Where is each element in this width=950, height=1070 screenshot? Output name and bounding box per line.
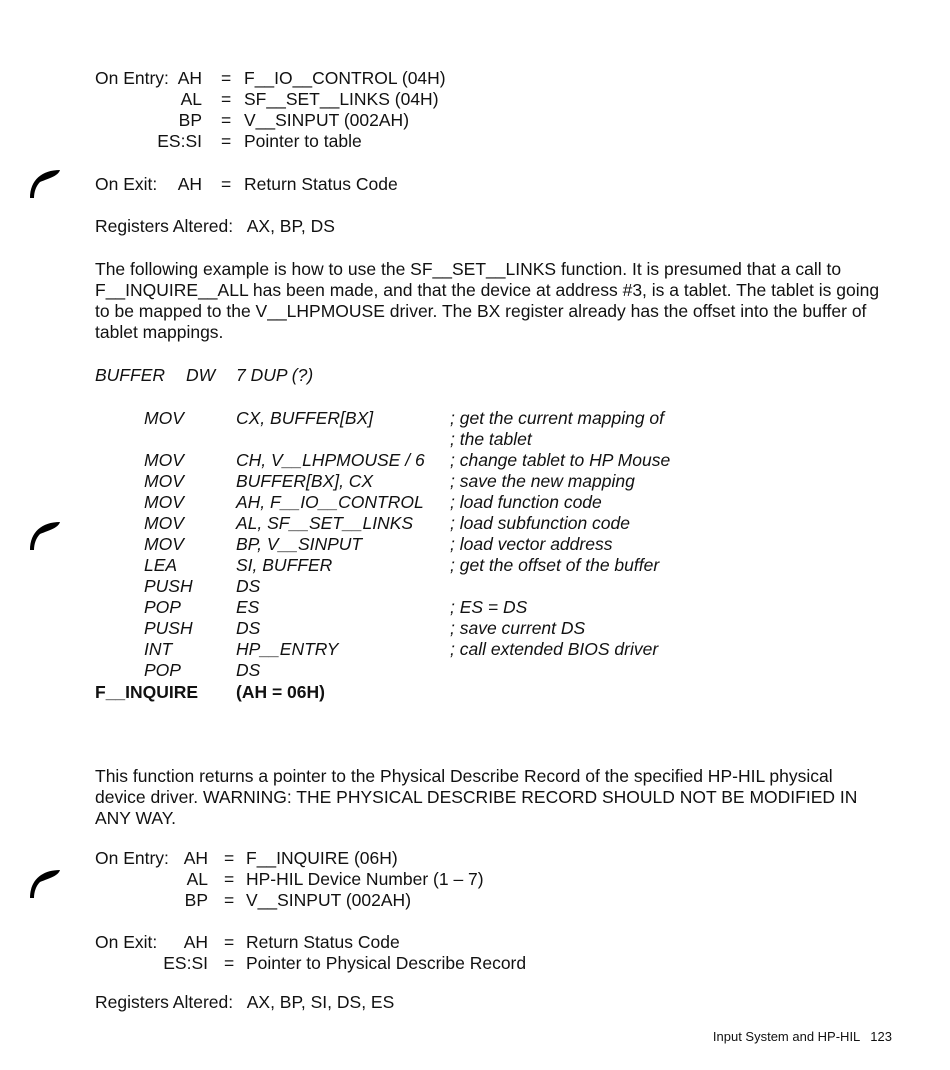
registers-altered: Registers Altered: AX, BP, SI, DS, ES bbox=[95, 992, 395, 1012]
code-opcode: MOV bbox=[144, 471, 184, 491]
code-opcode: MOV bbox=[144, 534, 184, 554]
code-opcode: PUSH bbox=[144, 618, 193, 638]
equals-sign: = bbox=[224, 953, 235, 973]
register-name: ES:SI bbox=[163, 953, 208, 973]
code-operand: SI, BUFFER bbox=[236, 555, 333, 575]
page-footer bbox=[713, 1029, 892, 1044]
registers-altered: Registers Altered: AX, BP, DS bbox=[95, 216, 335, 236]
code-opcode: POP bbox=[144, 660, 181, 680]
equals-sign: = bbox=[221, 174, 232, 194]
code-comment: ; get the offset of the buffer bbox=[450, 555, 660, 575]
code-operand: DS bbox=[236, 576, 261, 596]
register-name: AH bbox=[177, 174, 202, 194]
code-comment: ; call extended BIOS driver bbox=[450, 639, 659, 659]
code-opcode: PUSH bbox=[144, 576, 193, 596]
register-value: F__IO__CONTROL (04H) bbox=[244, 68, 446, 88]
binder-mark-1 bbox=[28, 168, 62, 198]
binder-mark-2 bbox=[28, 520, 62, 550]
example-paragraph: The following example is how to use the SF__SET__LINKS function. It is presumed that a call to F__INQUIRE__ALL has been made, and that the device at address #3, is a tablet. The tablet is going to be mapped to the V__LHPMOUSE driver. The BX register already has the offset into the buffer of tablet mappings. bbox=[95, 259, 880, 342]
equals-sign: = bbox=[224, 848, 235, 868]
code-opcode: LEA bbox=[144, 555, 178, 575]
equals-sign: = bbox=[221, 131, 232, 151]
register-value: SF__SET__LINKS (04H) bbox=[244, 89, 439, 109]
code-opcode: MOV bbox=[144, 450, 184, 470]
code-operand: AH, F__IO__CONTROL bbox=[236, 492, 424, 512]
code-comment: ; the tablet bbox=[450, 429, 532, 449]
register-value: Return Status Code bbox=[244, 174, 398, 194]
register-name: AL bbox=[186, 869, 208, 889]
register-value: V__SINPUT (002AH) bbox=[244, 110, 410, 130]
register-name: ES:SI bbox=[157, 131, 202, 151]
code-operand: AL, SF__SET__LINKS bbox=[236, 513, 414, 533]
register-value: Return Status Code bbox=[246, 932, 400, 952]
register-name: AH bbox=[183, 932, 208, 952]
buffer-argument: 7 DUP (?) bbox=[236, 365, 314, 385]
code-opcode: MOV bbox=[144, 513, 184, 533]
footer-title: Input System and HP-HIL bbox=[712, 1029, 861, 1044]
register-name: AH bbox=[183, 848, 208, 868]
register-value: F__INQUIRE (06H) bbox=[246, 848, 398, 868]
equals-sign: = bbox=[224, 869, 235, 889]
on-entry-label: On Entry: bbox=[95, 68, 169, 88]
code-operand: HP__ENTRY bbox=[236, 639, 339, 659]
page-number: 123 bbox=[870, 1029, 892, 1044]
register-value: HP-HIL Device Number (1 – 7) bbox=[246, 869, 484, 889]
code-comment: ; get the current mapping of bbox=[450, 408, 665, 428]
binder-mark-3 bbox=[28, 868, 62, 898]
register-name: BP bbox=[178, 110, 202, 130]
section-code: (AH = 06H) bbox=[236, 682, 325, 702]
code-comment: ; change tablet to HP Mouse bbox=[450, 450, 671, 470]
buffer-directive: DW bbox=[186, 365, 216, 385]
register-name: AL bbox=[180, 89, 202, 109]
code-operand: CH, V__LHPMOUSE / 6 bbox=[236, 450, 425, 470]
equals-sign: = bbox=[221, 68, 232, 88]
code-opcode: MOV bbox=[144, 492, 184, 512]
equals-sign: = bbox=[224, 932, 235, 952]
on-exit-label: On Exit: bbox=[95, 932, 158, 952]
on-exit-label: On Exit: bbox=[95, 174, 158, 194]
equals-sign: = bbox=[224, 890, 235, 910]
code-comment: ; load subfunction code bbox=[450, 513, 630, 533]
code-operand: ES bbox=[236, 597, 260, 617]
on-entry-label: On Entry: bbox=[95, 848, 169, 868]
register-value: Pointer to table bbox=[244, 131, 362, 151]
code-comment: ; ES = DS bbox=[450, 597, 528, 617]
equals-sign: = bbox=[221, 110, 232, 130]
register-name: AH bbox=[177, 68, 202, 88]
code-opcode: POP bbox=[144, 597, 181, 617]
code-comment: ; save the new mapping bbox=[450, 471, 635, 491]
code-comment: ; load function code bbox=[450, 492, 602, 512]
code-opcode: INT bbox=[144, 639, 173, 659]
code-comment: ; save current DS bbox=[450, 618, 586, 638]
section-name: F__INQUIRE bbox=[95, 682, 199, 702]
code-opcode: MOV bbox=[144, 408, 184, 428]
buffer-name: BUFFER bbox=[95, 365, 165, 385]
code-operand: BP, V__SINPUT bbox=[236, 534, 363, 554]
inquire-paragraph: This function returns a pointer to the Physical Describe Record of the specified HP-HIL physical device driver. WARNING: THE PHYSICAL DESCRIBE RECORD SHOULD NOT BE MODIFIED IN ANY WAY. bbox=[95, 766, 858, 828]
equals-sign: = bbox=[221, 89, 232, 109]
register-value: Pointer to Physical Describe Record bbox=[246, 953, 527, 973]
register-value: V__SINPUT (002AH) bbox=[246, 890, 412, 910]
register-name: BP bbox=[184, 890, 208, 910]
code-operand: DS bbox=[236, 618, 261, 638]
code-operand: CX, BUFFER[BX] bbox=[236, 408, 374, 428]
code-comment: ; load vector address bbox=[450, 534, 613, 554]
code-operand: DS bbox=[236, 660, 261, 680]
code-operand: BUFFER[BX], CX bbox=[236, 471, 374, 491]
